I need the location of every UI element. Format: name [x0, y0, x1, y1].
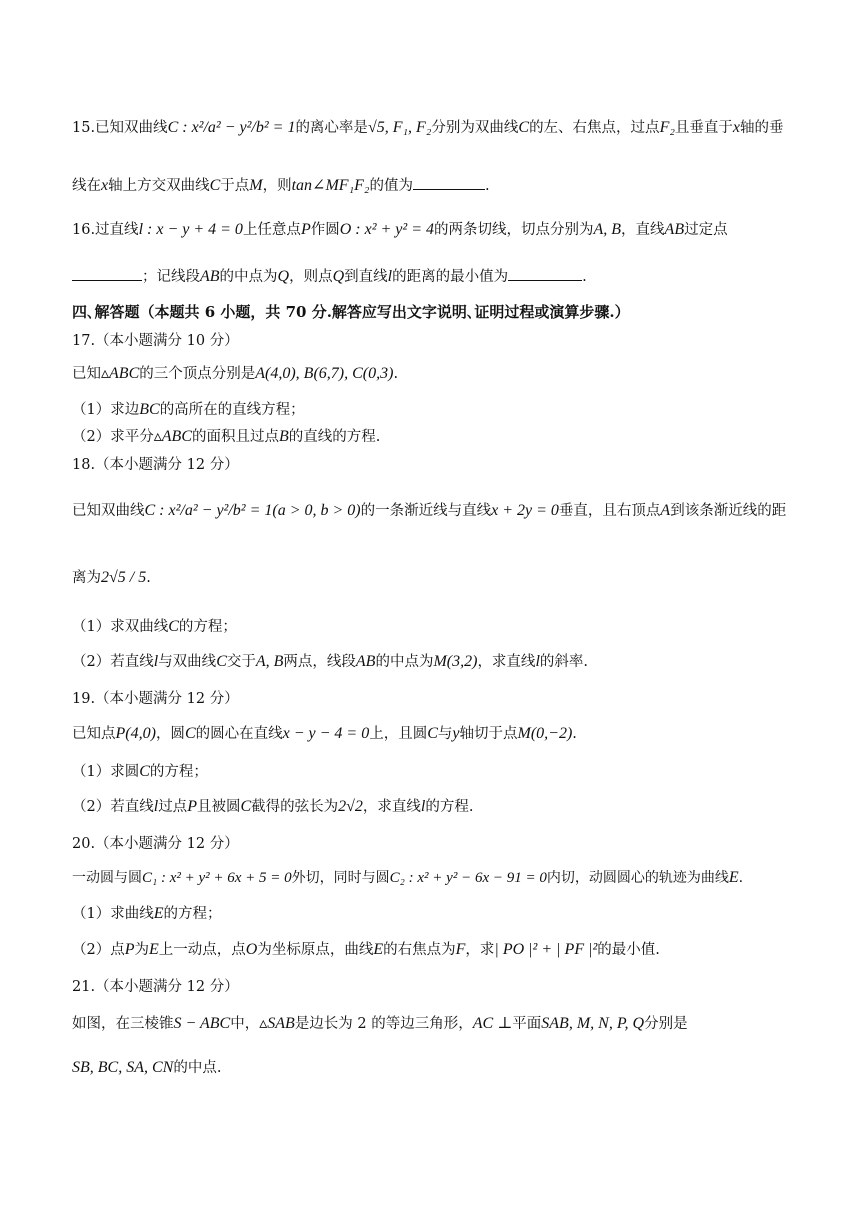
math: C : x²/a² − y²/b² = 1 [167, 119, 296, 136]
text: 上任意点 [242, 222, 301, 238]
math: l : x − y + 4 = 0 [138, 221, 243, 238]
text: ，则 [262, 178, 292, 194]
math: F [455, 941, 466, 958]
text: 一动圆与圆 [72, 870, 142, 886]
text: 为 [134, 942, 150, 958]
math: Q [277, 268, 290, 285]
text: 的左、右焦点，过点 [529, 120, 660, 136]
text: 上，且圆 [369, 726, 428, 742]
text: 的三个顶点分别是 [139, 366, 256, 382]
text: ，圆 [155, 726, 185, 742]
text: ，则点 [289, 269, 333, 285]
text: 交于 [226, 654, 256, 670]
q19-stem [72, 724, 800, 744]
math: P(4,0) [115, 725, 156, 742]
q21-stem [72, 1014, 800, 1034]
text: 的斜率. [539, 654, 588, 670]
math: C [168, 618, 179, 635]
text: 的直线的方程. [288, 429, 381, 445]
text: 分别为双曲线 [431, 120, 519, 136]
math: 2√5 / 5 [101, 569, 147, 586]
q20-stem [72, 868, 800, 888]
q18-stem-2 [72, 568, 800, 588]
q18-heading: 18.（本小题满分 12 分） [72, 457, 239, 473]
text: 的方程； [149, 764, 208, 780]
text: 的方程； [163, 906, 222, 922]
text: 16.过直线 [72, 222, 139, 238]
math: C [184, 725, 196, 742]
q21-stem-2 [72, 1058, 800, 1078]
math: C [240, 798, 252, 815]
text: 轴切于点 [459, 726, 518, 742]
text: 的方程. [425, 799, 474, 815]
q18-part-1 [72, 617, 800, 637]
text: 的高所在的直线方程； [159, 402, 305, 418]
text: 已知 [72, 366, 101, 382]
answer-blank[interactable] [72, 266, 142, 281]
text: 的圆心在直线 [195, 726, 283, 742]
text: 内切，动圆圆心的轨迹为曲线 [546, 870, 729, 886]
q16-line-2 [72, 266, 800, 287]
text: 的两条切线，切点分别为 [434, 222, 594, 238]
text: 于点 [220, 178, 250, 194]
text: 如图，在三棱锥 [72, 1016, 174, 1032]
math: x [732, 119, 741, 136]
math: E [728, 869, 739, 886]
text: 中， [230, 1016, 260, 1032]
math: ▵ABC [101, 365, 140, 382]
math: SAB, M, N, P, Q [541, 1015, 645, 1032]
text: （1）求边 [72, 402, 140, 418]
text: 的离心率是 [295, 120, 368, 136]
text: 平面 [512, 1016, 542, 1032]
math: 2√2 [338, 798, 363, 815]
math: A, B [593, 221, 622, 238]
math: F₂ [659, 119, 675, 136]
text: 且被圆 [196, 799, 241, 815]
q20-heading: 20.（本小题满分 12 分） [72, 836, 239, 852]
text: 轴上方交双曲线 [108, 178, 210, 194]
text: . [484, 178, 490, 194]
q20-part-2 [72, 940, 800, 960]
text: 的中点为 [375, 654, 434, 670]
text: 上一动点，点 [158, 942, 246, 958]
text: 的面积且过点 [191, 429, 279, 445]
text: ，求直线 [362, 799, 421, 815]
math: l [387, 268, 393, 285]
math: A, B [255, 653, 284, 670]
text: 轴的垂 [740, 120, 784, 136]
text: 已知点 [72, 726, 116, 742]
text: . [146, 570, 151, 586]
math: l [420, 798, 426, 815]
text: 作圆 [310, 222, 340, 238]
text: 的距离的最小值为 [392, 269, 509, 285]
math: E [373, 941, 384, 958]
math: E [149, 941, 159, 958]
q17-heading: 17.（本小题满分 10 分） [72, 333, 239, 349]
q15-line-1 [72, 118, 800, 138]
q18-stem [72, 501, 800, 521]
math: l [153, 653, 159, 670]
q16-line-1 [72, 220, 800, 240]
text: 且垂直于 [674, 120, 733, 136]
text: （1）求双曲线 [72, 619, 169, 635]
text: 已知双曲线 [72, 503, 145, 519]
math: C : x²/a² − y²/b² = 1(a > 0, b > 0) [144, 502, 361, 519]
math: AC ⊥ [472, 1015, 513, 1032]
text: . [393, 366, 399, 382]
text: （2）求平分 [72, 429, 154, 445]
math: ▵SAB [259, 1015, 295, 1032]
text: 过点 [158, 799, 188, 815]
text: . [582, 269, 587, 285]
text: （1）求圆 [72, 764, 140, 780]
text: ；记线段 [142, 269, 200, 285]
text: （2）若直线 [72, 799, 154, 815]
math: O [245, 941, 258, 958]
text: 的中点. [173, 1060, 222, 1076]
math: BC [139, 401, 160, 418]
text: ，求直线 [477, 654, 536, 670]
math: SB, BC, SA, CN [72, 1059, 174, 1076]
q17-stem [72, 364, 800, 384]
math: M(3,2) [433, 653, 478, 670]
math: tan∠MF₁F₂ [291, 177, 370, 194]
answer-blank[interactable] [508, 266, 582, 281]
text: （1）求曲线 [72, 906, 154, 922]
text: 线在 [72, 178, 101, 194]
text: . [572, 726, 577, 742]
text: 15.已知双曲线 [72, 120, 168, 136]
math: C [518, 119, 530, 136]
text: （2）点 [72, 942, 125, 958]
math: E [153, 905, 164, 922]
math: C [139, 763, 150, 780]
text: （2）若直线 [72, 654, 154, 670]
text: 的中点为 [219, 269, 278, 285]
math: O : x² + y² = 4 [339, 221, 434, 238]
text: ，求 [465, 942, 495, 958]
text: 的一条渐近线与直线 [360, 503, 492, 519]
math: AB [355, 653, 376, 670]
math: P [124, 941, 135, 958]
math: x − y − 4 = 0 [282, 725, 370, 742]
q21-heading: 21.（本小题满分 12 分） [72, 979, 239, 995]
q17-part-1 [72, 400, 800, 420]
q19-part-1 [72, 762, 800, 782]
text: 垂直，且右顶点 [558, 503, 661, 519]
math: C [209, 177, 221, 194]
q19-heading: 19.（本小题满分 12 分） [72, 691, 239, 707]
math: ▵ABC [153, 428, 192, 445]
q20-part-1 [72, 904, 800, 924]
math: l [535, 653, 540, 670]
math: AB [200, 268, 220, 285]
text: 的值为 [369, 178, 413, 194]
math: C [216, 653, 227, 670]
text: 与双曲线 [158, 654, 217, 670]
q15-line-2 [72, 175, 800, 196]
math: B [278, 428, 289, 445]
math: x + 2y = 0 [491, 502, 559, 519]
text: 截得的弦长为 [251, 799, 339, 815]
text: ，直线 [621, 222, 665, 238]
math: C₂ : x² + y² − 6x − 91 = 0 [389, 870, 547, 886]
text: 到该条渐近线的距 [670, 503, 787, 519]
text: . [738, 870, 744, 886]
text: 过定点 [684, 222, 728, 238]
math: A [660, 502, 671, 519]
math: M(0,−2) [517, 725, 573, 742]
math: C [427, 725, 438, 742]
math: | PO |² + | PF |² [494, 941, 598, 958]
math: P [187, 798, 197, 815]
math: √5, F₁, F₂ [367, 119, 432, 136]
text: 的最小值. [597, 942, 660, 958]
math: AB [664, 221, 685, 238]
q17-part-2 [72, 427, 800, 447]
text: 到直线 [344, 269, 388, 285]
text: 两点，线段 [283, 654, 356, 670]
math: C₁ : x² + y² + 6x + 5 = 0 [142, 870, 292, 886]
text: 分别是 [644, 1016, 688, 1032]
math: S − ABC [173, 1015, 231, 1032]
q18-part-2 [72, 652, 800, 672]
math: l [153, 798, 159, 815]
text: 离为 [72, 570, 101, 586]
math: y [452, 725, 460, 742]
text: 是边长为 2 的等边三角形， [294, 1016, 473, 1032]
section-heading: 四､解答题（本题共 6 小题，共 70 分.解答应写出文字说明､证明过程或演算步骤.） [72, 303, 630, 321]
math: Q [332, 268, 345, 285]
q19-part-2 [72, 797, 800, 817]
math: P [300, 221, 311, 238]
math: A(4,0), B(6,7), C(0,3) [255, 365, 394, 382]
text: 与 [437, 726, 453, 742]
answer-blank[interactable] [413, 175, 485, 190]
math: M [249, 177, 263, 194]
text: 为坐标原点，曲线 [257, 942, 374, 958]
math: x [101, 177, 109, 194]
text: 外切，同时与圆 [291, 870, 390, 886]
text: 的右焦点为 [383, 942, 456, 958]
text: 的方程； [178, 619, 237, 635]
